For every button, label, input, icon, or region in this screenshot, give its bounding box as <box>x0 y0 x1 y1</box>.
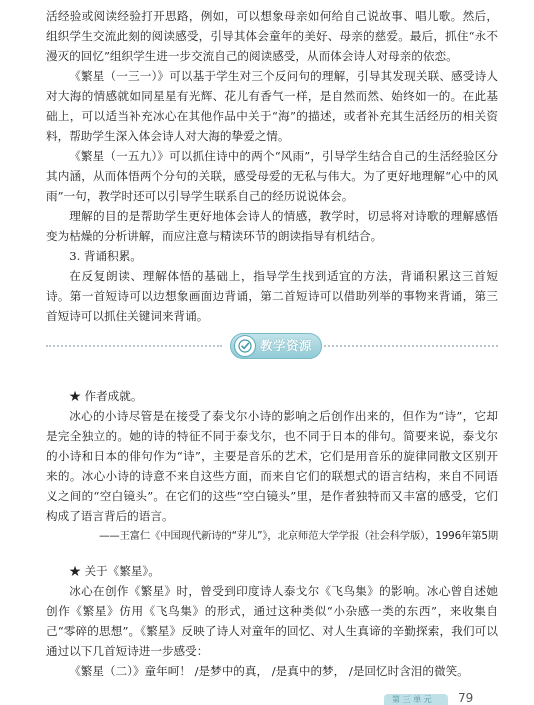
teaching-resources-badge <box>230 333 322 359</box>
resource-author-achievement <box>46 386 498 546</box>
paragraph-poem-159: 《繁星（一五九）》可以抓住诗中的两个“风雨”，引导学生结合自己的生活经验区分其内涵，从而体悟两个分句的关联，感受母爱的无私与伟大。为了更好地理解“心中的风雨”一句，教学时还可以引导学生联系自己的经历说说体会。 <box>46 149 498 203</box>
citation: ——王富仁《中国现代新诗的“芽儿”》，北京师范大学学报（社会科学版），1996年第5期 <box>99 530 498 542</box>
page-number: 79 <box>458 691 474 705</box>
poem-excerpt: 《繁星（二）》童年呵！ /是梦中的真， /是真中的梦， /是回忆时含泪的微笑。 <box>69 664 469 678</box>
teaching-guide-section <box>46 6 498 326</box>
step-heading-recitation: 3. 背诵积累。 <box>69 249 142 263</box>
paragraph-continuation: 活经验或阅读经验打开思路，例如，可以想象母亲如何给自己说故事、唱儿歌。然后，组织学生交流此刻的阅读感受，引导其体会童年的美好、母亲的慈爱。最后，抓住“永不漫灭的回忆”组织学生进一步交流自己的阅读感受，从而体会诗人对母亲的依恋。 <box>46 9 498 63</box>
resource-heading: ★ 关于《繁星》。 <box>69 564 160 578</box>
resource-body: 冰心在创作《繁星》时，曾受到印度诗人泰戈尔《飞鸟集》的影响。冰心曾自述她创作《繁星》仿用《飞鸟集》的形式，通过这种类似“小杂感一类的东西”，来收集自己“零碎的思想”。《繁星》反映了诗人对童年的回忆、对人生真谛的辛勤探索，我们可以通过以下几首短诗进一步感受： <box>46 584 498 658</box>
paragraph-understanding-goal: 理解的目的是帮助学生更好地体会诗人的情感，教学时，切忌将对诗歌的理解感悟变为枯燥的分析讲解，而应注意与精读环节的朗读指导有机结合。 <box>46 209 498 243</box>
footer-section-label: 第 三 单 元 <box>392 695 432 704</box>
resource-body: 冰心的小诗尽管是在接受了泰戈尔小诗的影响之后创作出来的，但作为“诗”，它却是完全独立的。她的诗的特征不同于泰戈尔，也不同于日本的俳句。简要来说，泰戈尔的小诗和日本的俳句作为“诗”，主要是音乐的艺术，它们是用音乐的旋律同散文区别开来的。冰心小诗的诗意不来自这些方面，而来自它们的联想式的语言结构，来自不同语义之间的“空白镜头”。在它们的这些“空白镜头”里，是作者独特而又丰富的感受，它们构成了语言背后的语言。 <box>46 409 498 523</box>
section-divider <box>46 331 498 361</box>
resource-heading: ★ 作者成就。 <box>69 389 143 403</box>
badge-label: 教学资源 <box>260 338 313 353</box>
divider-dots-left <box>46 345 222 347</box>
pen-check-icon <box>235 336 255 356</box>
divider-dots-right <box>324 345 498 347</box>
paragraph-recitation: 在反复朗读、理解体悟的基础上，指导学生找到适宜的方法，背诵积累这三首短诗。第一首短诗可以边想象画面边背诵，第二首短诗可以借助列举的事物来背诵，第三首短诗可以抓住关键词来背诵。 <box>46 269 498 323</box>
resource-about-fanxing <box>46 561 498 681</box>
paragraph-poem-131: 《繁星（一三一）》可以基于学生对三个反问句的理解，引导其发现关联、感受诗人对大海的情感就如同星星有光辉、花儿有香气一样，是自然而然、始终如一的。在此基础上，可以适当补充冰心在其他作品中关于“海”的描述，或者补充其生活经历的相关资料，帮助学生深入体会诗人对大海的挚爱之情。 <box>46 69 498 143</box>
